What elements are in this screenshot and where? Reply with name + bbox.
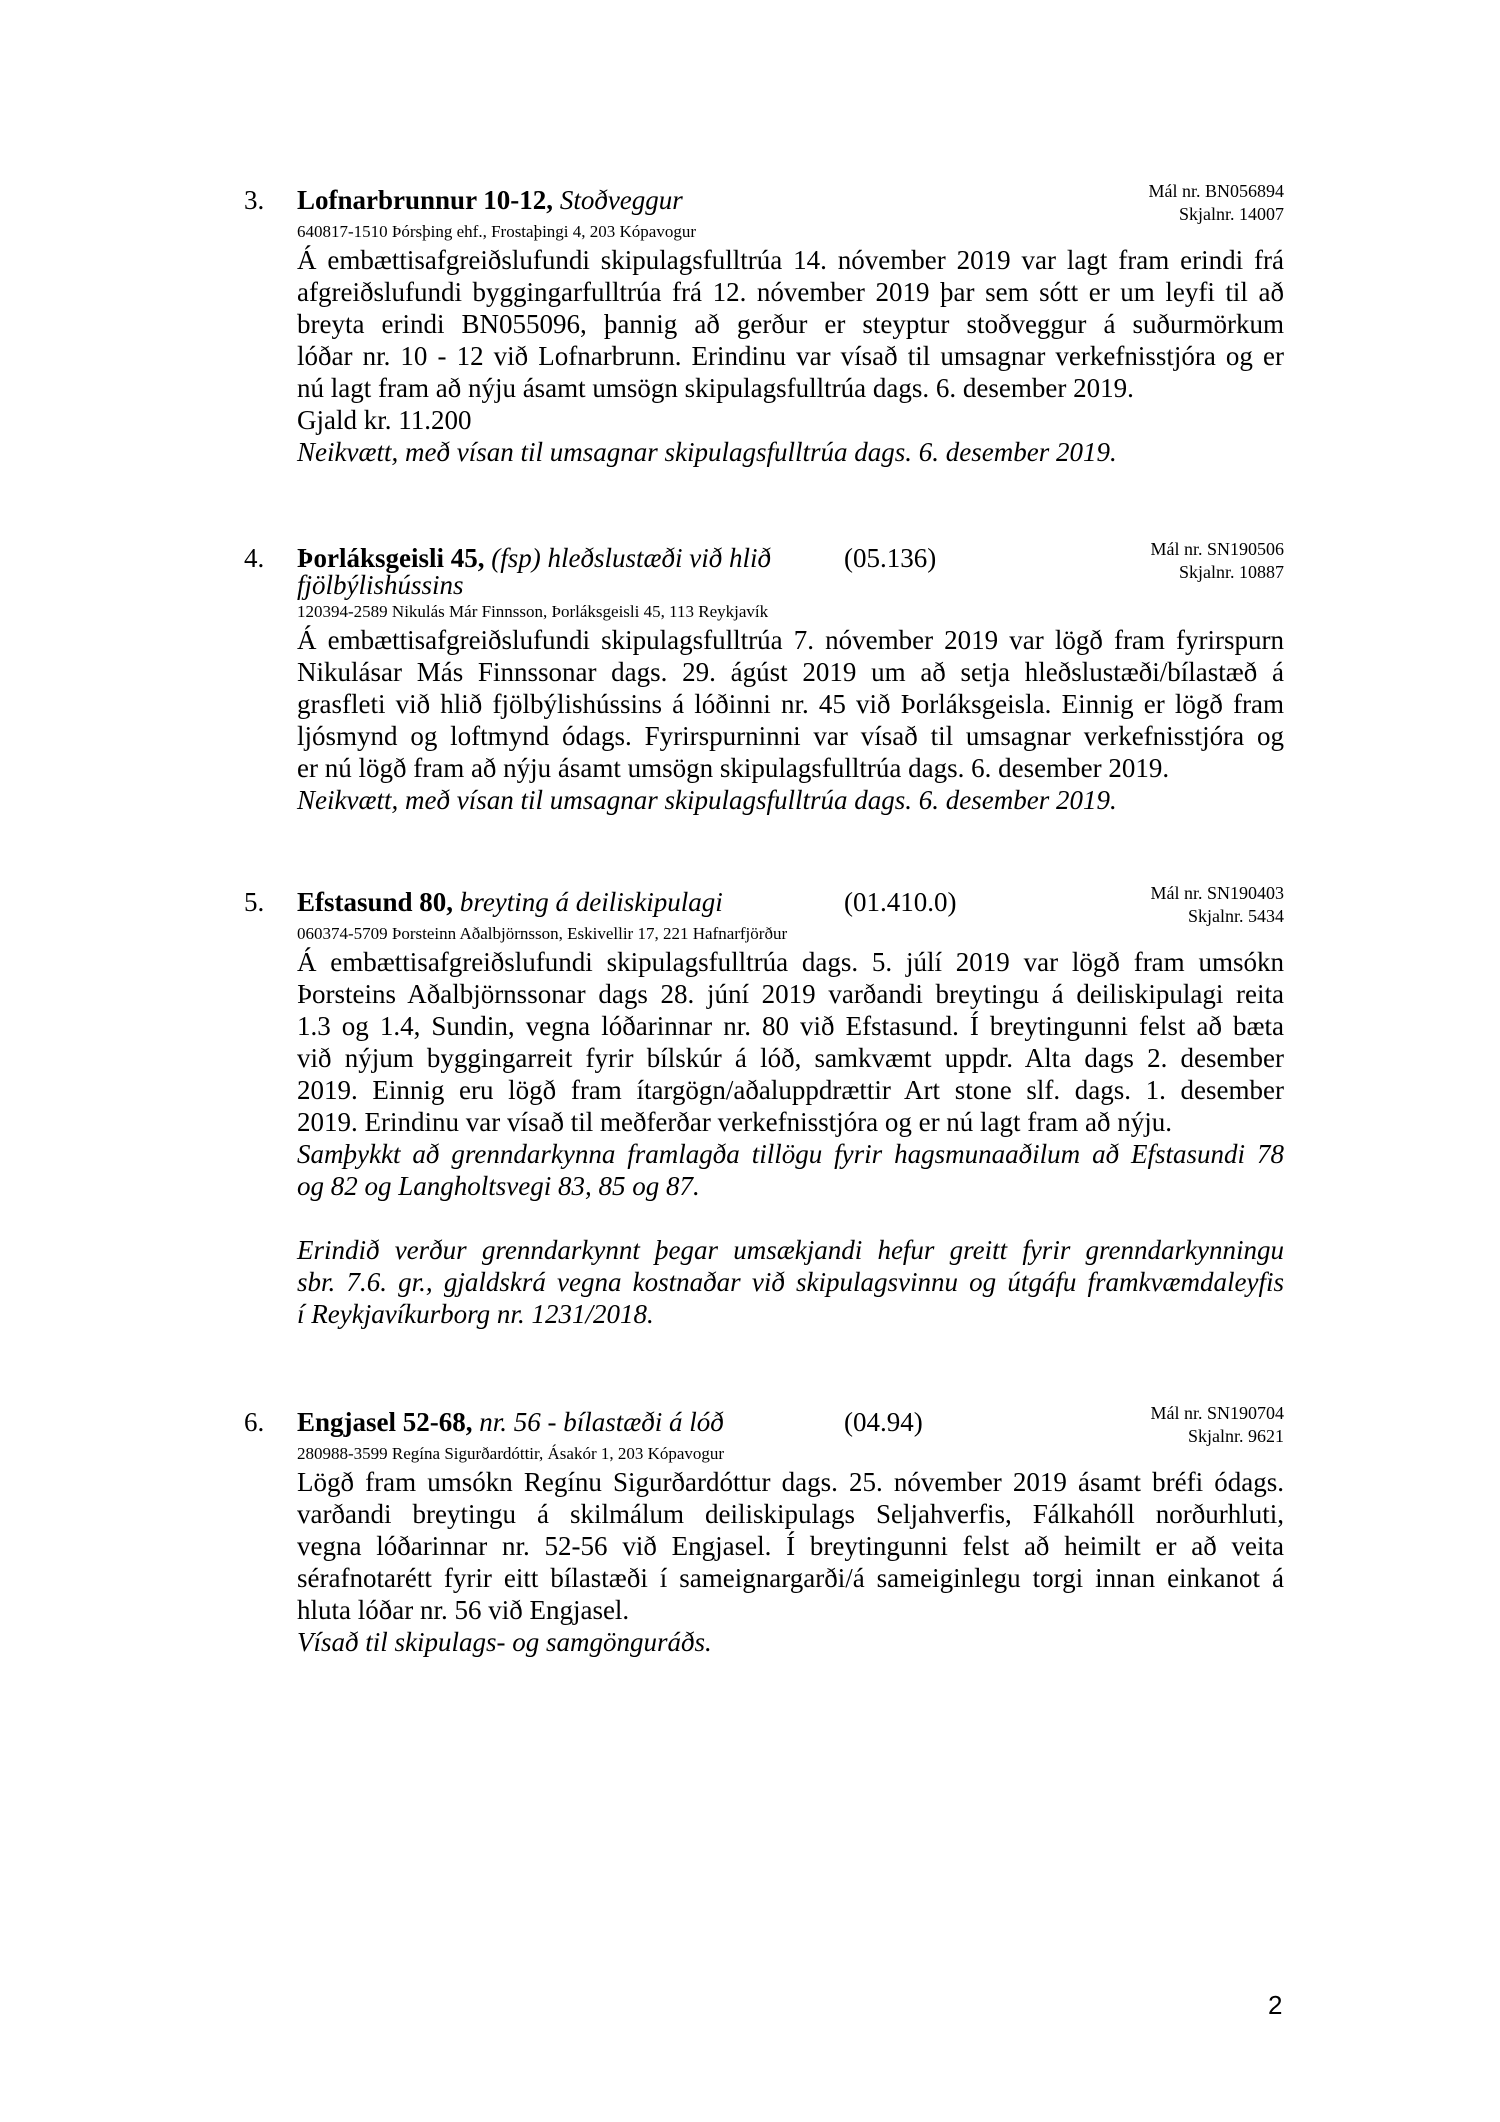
decision-line: og 82 og Langholtsvegi 83, 85 og 87. bbox=[297, 1171, 700, 1201]
decision-line: Samþykkt að grenndarkynna framlagða tillögu fyrir hagsmunaaðilum að Efstasundi 78 bbox=[297, 1139, 1284, 1169]
note-line: sbr. 7.6. gr., gjaldskrá vegna kostnaðar við skipulagsvinnu og útgáfu framkvæmdaleyfis bbox=[297, 1267, 1284, 1297]
case-number: Mál nr. SN190704 bbox=[1150, 1403, 1284, 1423]
land-code: (01.410.0) bbox=[844, 887, 957, 917]
applicant: 640817-1510 Þórsþing ehf., Frostaþingi 4, 203 Kópavogur bbox=[297, 222, 697, 241]
item-title-italic: breyting á deiliskipulagi bbox=[459, 887, 723, 917]
item-number: 6. bbox=[244, 1407, 265, 1437]
body-line: Á embættisafgreiðslufundi skipulagsfulltrúa 14. nóvember 2019 var lagt fram erindi frá bbox=[297, 245, 1284, 275]
land-code: (05.136) bbox=[844, 543, 937, 573]
agenda-item-4 bbox=[244, 538, 1284, 816]
decision: Neikvætt, með vísan til umsagnar skipulagsfulltrúa dags. 6. desember 2019. bbox=[297, 437, 1117, 467]
fee: Gjald kr. 11.200 bbox=[297, 405, 472, 435]
applicant: 280988-3599 Regína Sigurðardóttir, Ásakór 1, 203 Kópavogur bbox=[297, 1444, 725, 1463]
item-title-italic: (fsp) hleðslustæði við hlið bbox=[491, 543, 771, 573]
case-number: Mál nr. SN190403 bbox=[1150, 883, 1284, 903]
body-line: 2019. Einnig eru lögð fram ítargögn/aðaluppdrættir Art stone slf. dags. 1. desember bbox=[297, 1075, 1284, 1105]
land-code: (04.94) bbox=[844, 1407, 923, 1437]
item-body bbox=[297, 624, 1284, 816]
body-line: lóðar nr. 10 - 12 við Lofnarbrunn. Erindinu var vísað til umsagnar verkefnisstjóra og er bbox=[297, 341, 1284, 371]
document-number: Skjalnr. 5434 bbox=[1187, 906, 1284, 926]
document-number: Skjalnr. 14007 bbox=[1178, 204, 1284, 224]
decision: Vísað til skipulags- og samgönguráðs. bbox=[297, 1627, 712, 1657]
document-number: Skjalnr. 9621 bbox=[1187, 1426, 1284, 1446]
body-line: ljósmynd og loftmynd ódags. Fyrirspurninni var vísað til umsagnar verkefnisstjóra og bbox=[297, 721, 1284, 751]
case-number: Mál nr. BN056894 bbox=[1148, 181, 1284, 201]
item-title-bold: Efstasund 80, bbox=[297, 887, 454, 917]
body-line: breyta erindi BN055096, þannig að gerður er steyptur stoðveggur á suðurmörkum bbox=[297, 309, 1284, 339]
agenda-item-5 bbox=[244, 882, 1284, 1330]
item-title bbox=[297, 882, 847, 922]
item-header bbox=[244, 180, 1284, 224]
body-line: Á embættisafgreiðslufundi skipulagsfulltrúa 7. nóvember 2019 var lögð fram fyrirspurn bbox=[297, 625, 1284, 655]
case-number: Mál nr. SN190506 bbox=[1150, 539, 1284, 559]
item-title-bold: Lofnarbrunnur 10-12, bbox=[297, 185, 554, 215]
item-title-italic: Stoðveggur bbox=[559, 185, 683, 215]
document-number: Skjalnr. 10887 bbox=[1178, 562, 1284, 582]
item-title bbox=[297, 1402, 847, 1442]
item-header bbox=[244, 538, 1284, 582]
item-number: 3. bbox=[244, 185, 265, 215]
item-body bbox=[297, 946, 1284, 1330]
body-line: sérafnotarétt fyrir eitt bílastæði í sameignargarði/á sameiginlegu torgi innan einkanot á bbox=[297, 1563, 1284, 1593]
item-header bbox=[244, 882, 1284, 926]
applicant: 120394-2589 Nikulás Már Finnsson, Þorláksgeisli 45, 113 Reykjavík bbox=[297, 602, 769, 621]
body-line: 1.3 og 1.4, Sundin, vegna lóðarinnar nr. 80 við Efstasund. Í breytingunni felst að bæta bbox=[297, 1011, 1284, 1041]
body-line: vegna lóðarinnar nr. 52-56 við Engjasel. Í breytingunni felst að heimilt er að veita bbox=[297, 1531, 1284, 1561]
body-line: 2019. Erindinu var vísað til meðferðar verkefnisstjóra og er nú lagt fram að nýju. bbox=[297, 1107, 1172, 1137]
body-line: er nú lögð fram að nýju ásamt umsögn skipulagsfulltrúa dags. 6. desember 2019. bbox=[297, 753, 1170, 783]
item-header bbox=[244, 1402, 1284, 1446]
note-line: Erindið verður grenndarkynnt þegar umsækjandi hefur greitt fyrir grenndarkynningu bbox=[297, 1235, 1284, 1265]
decision: Neikvætt, með vísan til umsagnar skipulagsfulltrúa dags. 6. desember 2019. bbox=[297, 785, 1117, 815]
item-number: 4. bbox=[244, 543, 265, 573]
item-title-continued: fjölbýlishússins bbox=[297, 570, 464, 600]
page-number: 2 bbox=[1268, 1990, 1283, 2020]
body-line: Á embættisafgreiðslufundi skipulagsfulltrúa dags. 5. júlí 2019 var lögð fram umsókn bbox=[297, 947, 1284, 977]
item-title-bold: Þorláksgeisli 45, bbox=[297, 543, 485, 573]
spacer bbox=[297, 1202, 1284, 1234]
body-line: hluta lóðar nr. 56 við Engjasel. bbox=[297, 1595, 630, 1625]
body-line: Lögð fram umsókn Regínu Sigurðardóttur dags. 25. nóvember 2019 ásamt bréfi ódags. bbox=[297, 1467, 1284, 1497]
item-title bbox=[297, 538, 847, 578]
body-line: grasfleti við hlið fjölbýlishússins á lóðinni nr. 45 við Þorláksgeisla. Einnig er lögð fram bbox=[297, 689, 1284, 719]
case-reference bbox=[1150, 538, 1284, 584]
item-title bbox=[297, 180, 847, 220]
item-body bbox=[297, 1466, 1284, 1658]
item-number: 5. bbox=[244, 887, 265, 917]
case-reference bbox=[1148, 180, 1284, 226]
case-reference bbox=[1150, 882, 1284, 928]
body-line: nú lagt fram að nýju ásamt umsögn skipulagsfulltrúa dags. 6. desember 2019. bbox=[297, 373, 1134, 403]
agenda-item-6 bbox=[244, 1402, 1284, 1658]
case-reference bbox=[1150, 1402, 1284, 1448]
body-line: varðandi breytingu á skilmálum deiliskipulags Seljahverfis, Fálkahóll norðurhluti, bbox=[297, 1499, 1284, 1529]
agenda-item-3 bbox=[244, 180, 1284, 468]
note-line: í Reykjavíkurborg nr. 1231/2018. bbox=[297, 1299, 654, 1329]
body-line: afgreiðslufundi byggingarfulltrúa frá 12. nóvember 2019 þar sem sótt er um leyfi til að bbox=[297, 277, 1284, 307]
item-title-italic: nr. 56 - bílastæði á lóð bbox=[479, 1407, 724, 1437]
item-body bbox=[297, 244, 1284, 468]
applicant: 060374-5709 Þorsteinn Aðalbjörnsson, Eskivellir 17, 221 Hafnarfjörður bbox=[297, 924, 788, 943]
body-line: Þorsteins Aðalbjörnssonar dags 28. júní 2019 varðandi breytingu á deiliskipulagi reita bbox=[297, 979, 1284, 1009]
body-line: við nýjum byggingarreit fyrir bílskúr á lóð, samkvæmt uppdr. Alta dags 2. desember bbox=[297, 1043, 1284, 1073]
body-line: Nikulásar Más Finnssonar dags. 29. ágúst 2019 um að setja hleðslustæði/bílastæð á bbox=[297, 657, 1284, 687]
item-title-bold: Engjasel 52-68, bbox=[297, 1407, 473, 1437]
